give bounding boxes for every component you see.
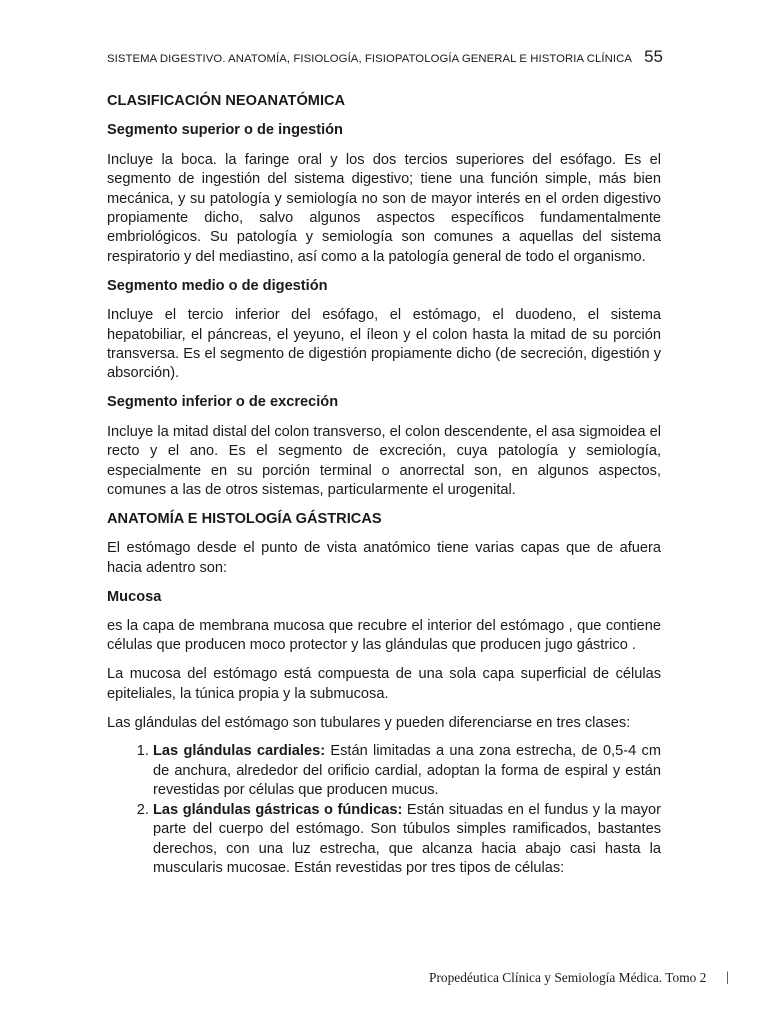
section-heading-clasificacion: CLASIFICACIÓN NEOANATÓMICA	[107, 93, 346, 109]
list-item-term: Las glándulas cardiales:	[153, 743, 326, 760]
glandulas-list	[107, 742, 661, 878]
subheading-segmento-superior: Segmento superior o de ingestión	[107, 122, 343, 139]
paragraph-segmento-superior: Incluye la boca. la faringe oral y los dos tercios superiores del esófago. Es el segmento de ingestión del sistema digestivo; tiene una función simple, más bien mecánica, y su patología y semiología no son de mayor interés en el orden digestivo propiamente dicho, salvo algunos aspectos específicos fundamentalmente embriológicos. Su patología y semiología son comunes a aquellas del sistema respiratorio y del mediastino, así como a la patología general de todo el organismo.	[107, 151, 661, 265]
list-item-term: Las glándulas gástricas o fúndicas:	[153, 801, 403, 818]
paragraph-glandulas-intro: Las glándulas del estómago son tubulares y pueden diferenciarse en tres clases:	[107, 714, 631, 731]
list-item	[153, 801, 661, 879]
paragraph-mucosa-composicion: La mucosa del estómago está compuesta de una sola capa superficial de células epiteliales, la túnica propia y la submucosa.	[107, 666, 661, 702]
list-item-text: Están limitadas a una zona estrecha, de 0,5-4 cm de anchura, alrededor del orificio cardial, adoptan la forma de espiral y están revestidas por células que producen mucus.	[153, 743, 661, 799]
paragraph-segmento-inferior: Incluye la mitad distal del colon transverso, el colon descendente, el asa sigmoidea el recto y el ano. Es el segmento de excreción, cuya patología y semiología, especialmente en su porción terminal o anorrectal son, en algunos aspectos, comunes a las de otros sistemas, particularmente el urogenital.	[107, 423, 661, 498]
footer-book-title: Propedéutica Clínica y Semiología Médica. Tomo 2	[429, 970, 707, 985]
section-heading-anatomia: ANATOMÍA E HISTOLOGÍA GÁSTRICAS	[107, 510, 382, 527]
page-number: 55	[644, 47, 663, 66]
subheading-segmento-inferior: Segmento inferior o de excreción	[107, 394, 339, 411]
subheading-segmento-medio: Segmento medio o de digestión	[107, 277, 328, 294]
page-body	[107, 92, 661, 878]
footer-separator: |	[726, 970, 729, 985]
paragraph-anatomia-intro: El estómago desde el punto de vista anatómico tiene varias capas que de afuera hacia adentro son:	[107, 540, 661, 576]
running-header	[107, 47, 663, 67]
paragraph-mucosa: es la capa de membrana mucosa que recubre el interior del estómago , que contiene células que producen moco protector y las glándulas que producen jugo gástrico .	[107, 617, 661, 654]
subheading-mucosa: Mucosa	[107, 588, 162, 605]
paragraph-segmento-medio: Incluye el tercio inferior del esófago, el estómago, el duodeno, el sistema hepatobiliar, el páncreas, el yeyuno, el íleon y el colon hasta la mitad de su porción transversa. Es el segmento de digestión propiamente dicho (de secreción, digestión y absorción).	[107, 307, 661, 382]
running-header-title: SISTEMA DIGESTIVO. ANATOMÍA, FISIOLOGÍA, FISIOPATOLOGÍA GENERAL E HISTORIA CLÍNICA	[107, 53, 633, 65]
list-item	[153, 742, 661, 800]
page-footer	[429, 970, 729, 986]
list-item-text: Están situadas en el fundus y la mayor parte del cuerpo del estómago. Son túbulos simples ramificados, bastantes derechos, con una luz estrecha, que alcanza hacia abajo casi hasta la muscularis mucosae. Están revestidas por tres tipos de células:	[153, 801, 661, 876]
